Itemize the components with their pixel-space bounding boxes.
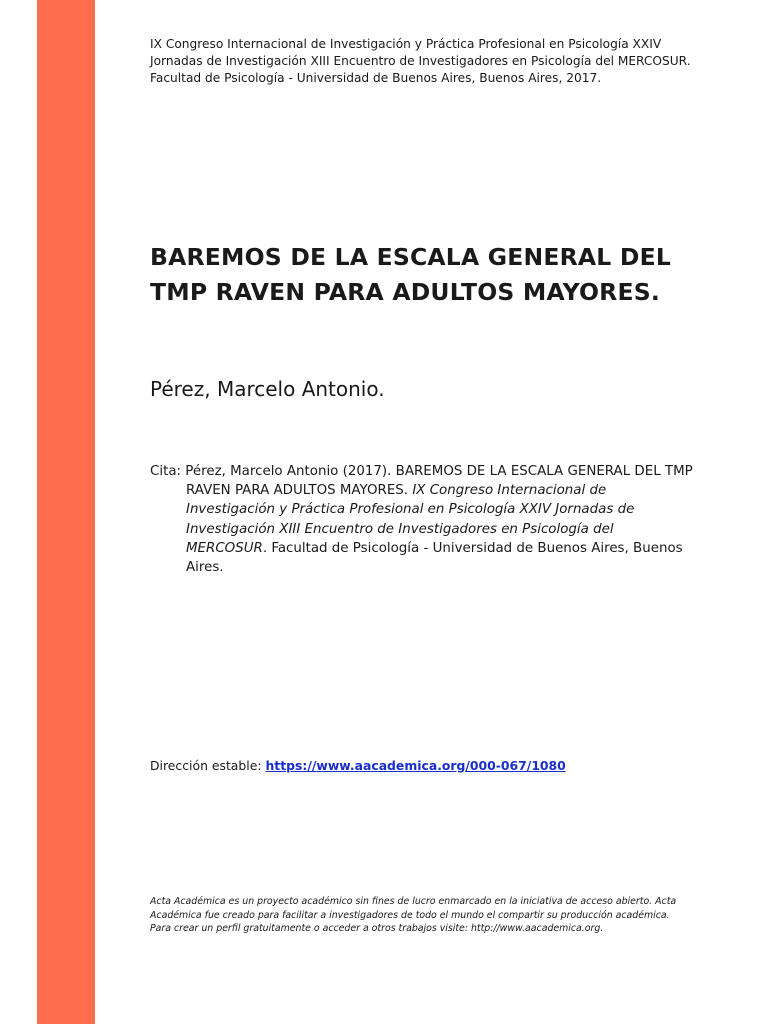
citation-tail: . Facultad de Psicología - Universidad de Buenos Aires, Buenos Aires. <box>186 540 683 576</box>
citation-lead: Pérez, Marcelo Antonio (2017). BAREMOS DE LA ESCALA GENERAL DEL TMP RAVEN PARA ADULTOS MAYORES. <box>185 464 693 499</box>
citation-source: IX Congreso Internacional de Investigación y Práctica Profesional en Psicología XXIV Jornadas de Investigación XIII Encuentro de Investigadores en Psicología del MERCOSUR <box>186 483 635 556</box>
citation-label: Cita: <box>150 464 186 479</box>
stable-address <box>150 757 566 775</box>
side-color-bar <box>37 0 95 1024</box>
document-title: BAREMOS DE LA ESCALA GENERAL DEL TMP RAVEN PARA ADULTOS MAYORES. <box>150 243 671 306</box>
conference-header: IX Congreso Internacional de Investigación y Práctica Profesional en Psicología XXIV Jornadas de Investigación XIII Encuentro de Investigadores en Psicología del MERCOSUR. Facultad de Psicología - Universidad de Buenos Aires, Buenos Aires, 2017. <box>150 37 691 85</box>
citation-block <box>150 462 695 577</box>
footer-note: Acta Académica es un proyecto académico sin fines de lucro enmarcado en la iniciativa de acceso abierto. Acta Académica fue creado para facilitar a investigadores de todo el mundo el compartir su producción académica. Para crear un perfil gratuitamente o acceder a otros trabajos visite: http://www.aacademica.org. <box>150 896 677 934</box>
stable-address-link[interactable]: https://www.aacademica.org/000-067/1080 <box>265 758 566 773</box>
author-name: Pérez, Marcelo Antonio. <box>150 377 385 401</box>
stable-address-label: Dirección estable: <box>150 758 266 773</box>
